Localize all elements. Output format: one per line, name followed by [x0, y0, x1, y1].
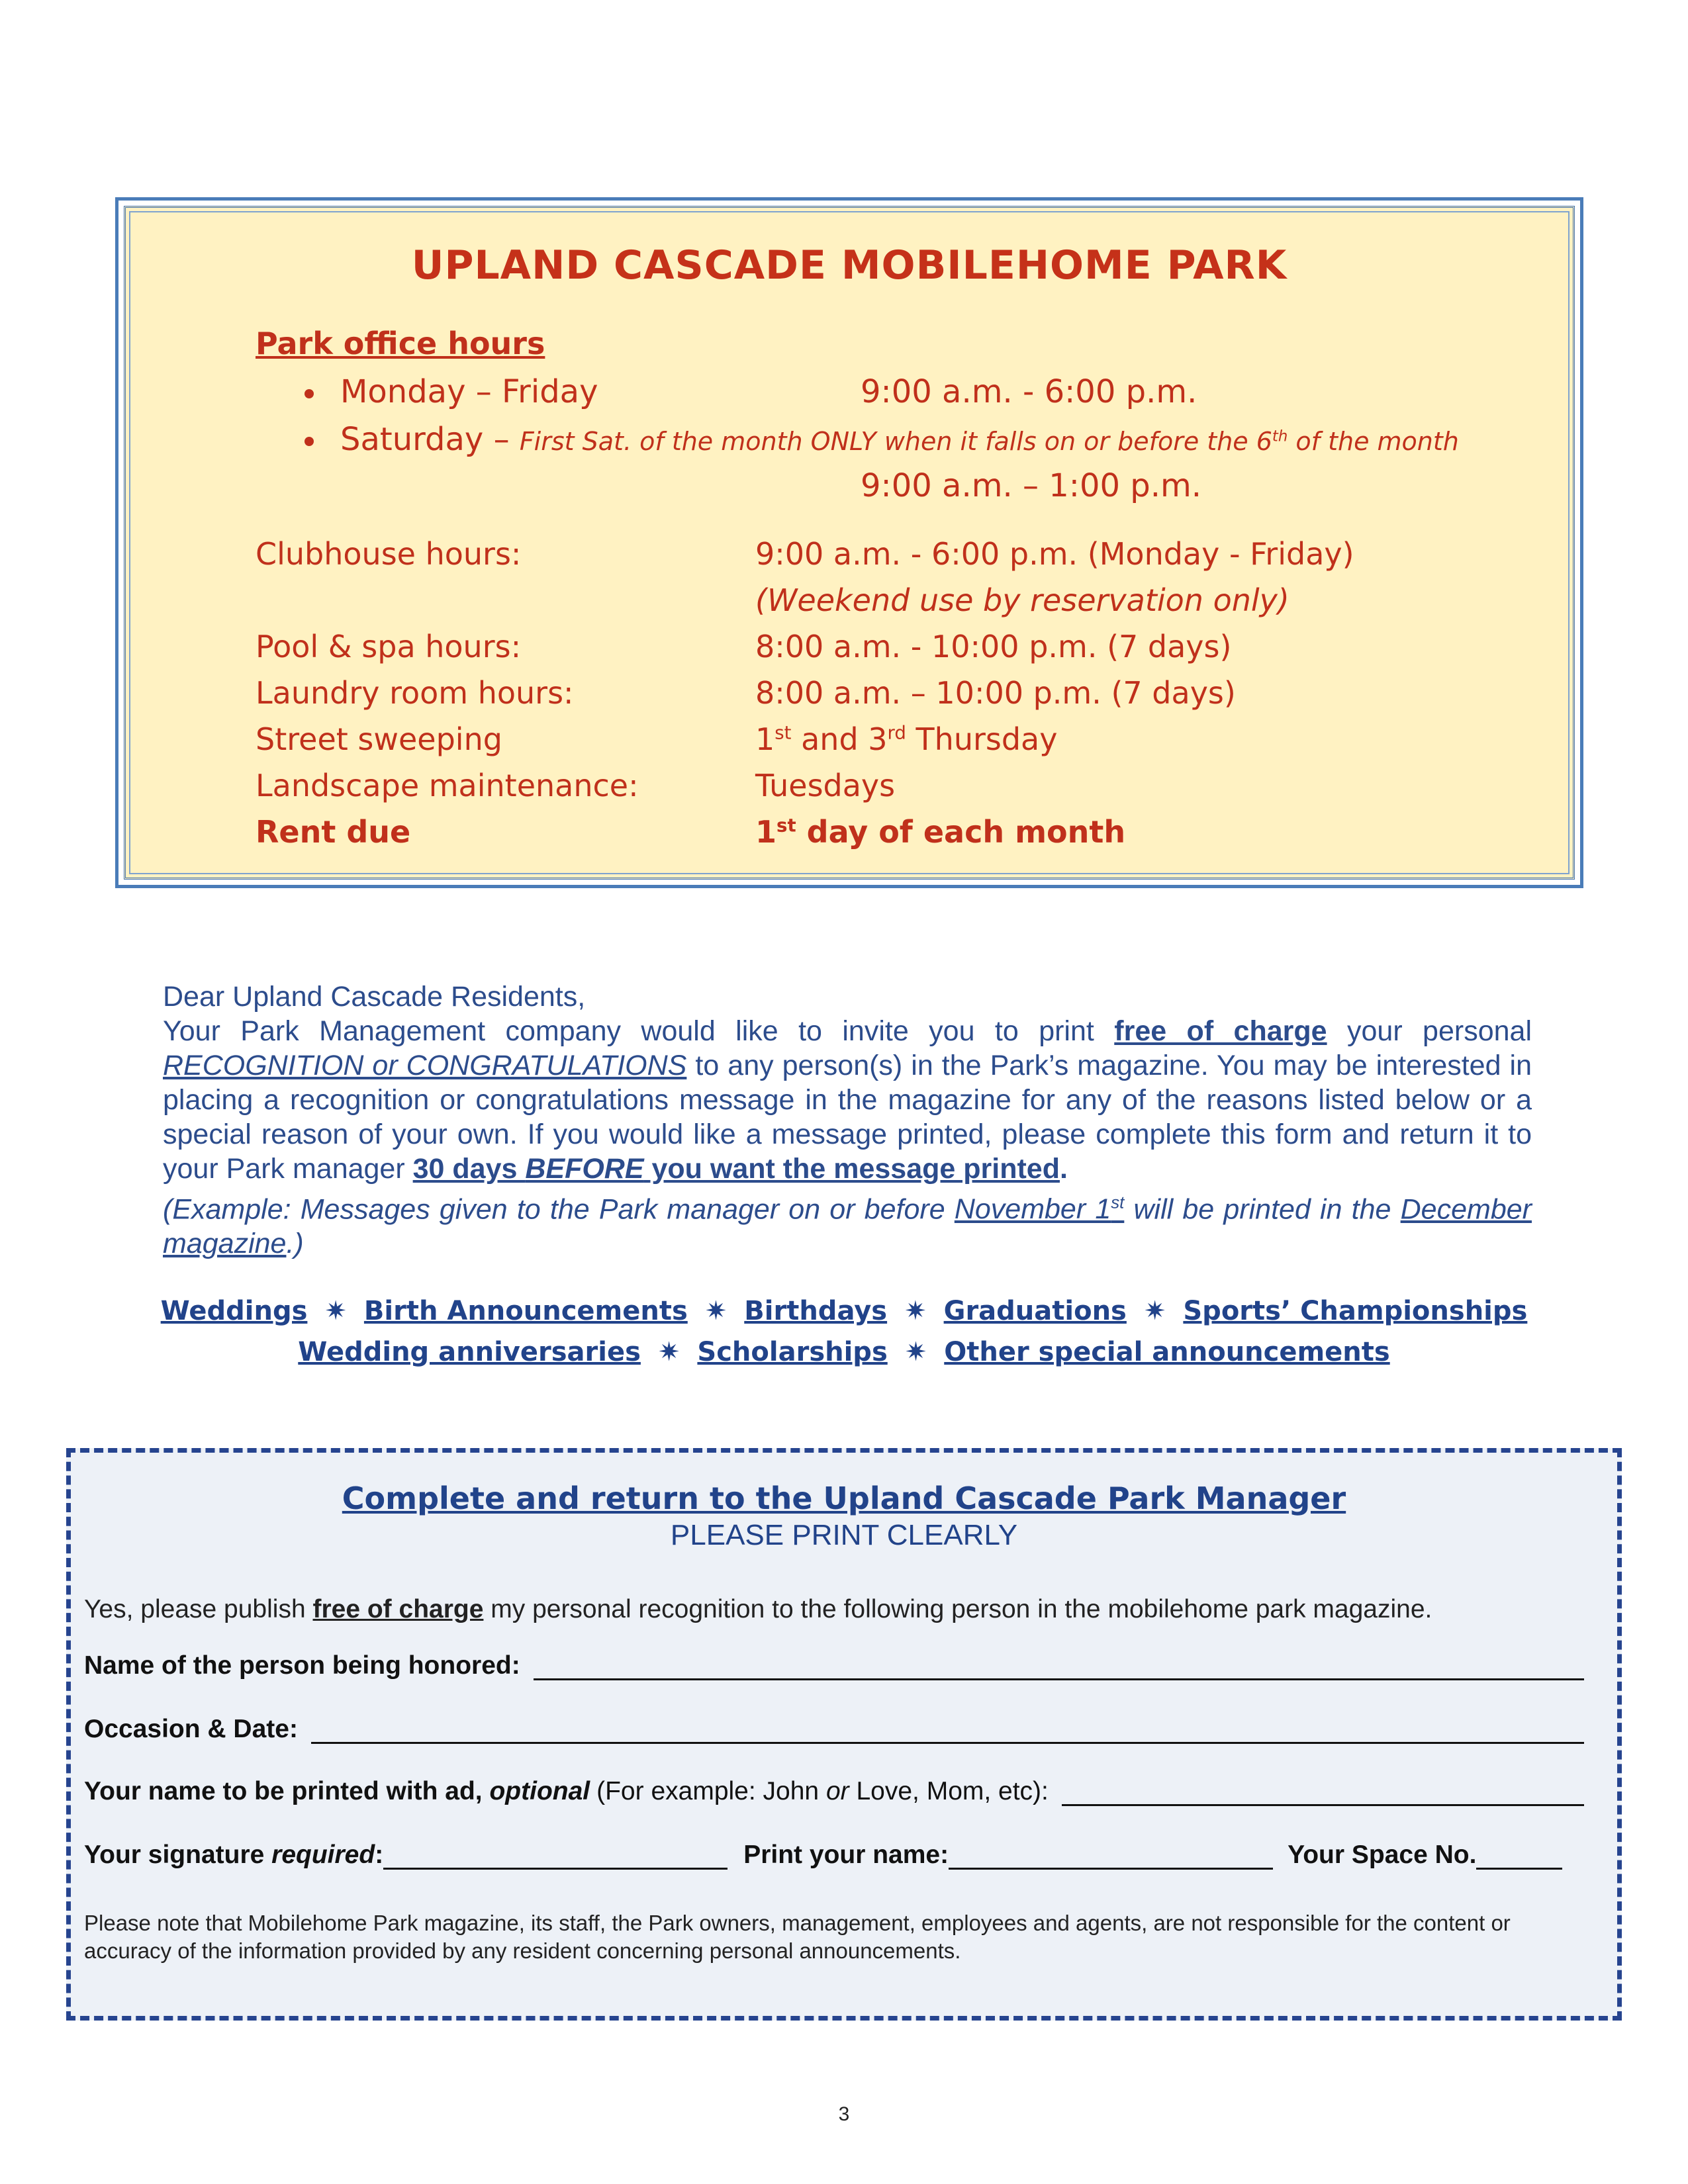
- form-subtitle: PLEASE PRINT CLEARLY: [670, 1519, 1018, 1551]
- space-number-label: Your Space No.: [1288, 1841, 1477, 1869]
- saturday-note: [520, 427, 1459, 456]
- letter-text: to any person(s) in the Park’s magazine. You may be interested in placing a recognition or congratulations message in the magazine for any of the reasons listed below or a special reason of your own. If you would like a message printed, please complete this form and return it to your Park manager: [163, 1050, 1532, 1185]
- laundry-time: 8:00 a.m. – 10:00 p.m. (7 days): [755, 675, 1236, 711]
- office-hours-heading: Park office hours: [256, 326, 545, 361]
- letter-example: [163, 1186, 1532, 1261]
- street-sweeping-value: [755, 721, 1057, 757]
- ordinal-1: 1: [755, 814, 777, 850]
- saturday-label: Saturday –: [340, 421, 510, 458]
- asterisk-icon: ✷: [324, 1296, 347, 1326]
- occasion-date-field: [84, 1715, 1584, 1744]
- asterisk-icon: ✷: [904, 1296, 927, 1326]
- rent-due-value: [755, 814, 1125, 850]
- pool-row: [256, 629, 1231, 664]
- form-intro-text: my personal recognition to the following person in the mobilehome park magazine.: [483, 1595, 1432, 1623]
- park-info-box: [115, 197, 1583, 888]
- signature-input[interactable]: [383, 1841, 727, 1870]
- clubhouse-time: 9:00 a.m. - 6:00 p.m. (Monday - Friday): [755, 536, 1354, 572]
- example-text: will be printed in the: [1124, 1193, 1401, 1226]
- pool-label: Pool & spa hours:: [256, 629, 522, 664]
- asterisk-icon: ✷: [1143, 1296, 1166, 1326]
- free-of-charge-text: free of charge: [1114, 1015, 1327, 1047]
- form-intro: [84, 1595, 1432, 1624]
- honored-name-label: Name of the person being honored:: [84, 1651, 520, 1680]
- deadline-days: 30 days: [412, 1153, 526, 1185]
- clubhouse-note: (Weekend use by reservation only): [755, 582, 1289, 618]
- occasion-item: Sports’ Championships: [1183, 1296, 1528, 1326]
- occasion-item: Other special announcements: [944, 1337, 1390, 1367]
- form-intro-text: Yes, please publish: [84, 1595, 313, 1623]
- asterisk-icon: ✷: [657, 1337, 680, 1367]
- saturday-time: 9:00 a.m. – 1:00 p.m.: [861, 467, 1202, 504]
- asterisk-icon: ✷: [904, 1337, 927, 1367]
- landscape-row: [256, 768, 895, 803]
- weekday-text: Thursday: [906, 721, 1058, 757]
- occasion-item: Weddings: [160, 1296, 308, 1326]
- occasion-item: Birthdays: [744, 1296, 888, 1326]
- printed-name-label-text: Your name to be printed with ad,: [84, 1777, 490, 1805]
- ordinal-3: and 3: [791, 721, 888, 757]
- honored-name-field: [84, 1651, 1584, 1680]
- required-text: required: [271, 1841, 375, 1869]
- example-date: [955, 1193, 1125, 1225]
- ordinal-suffix: st: [1111, 1194, 1125, 1212]
- saturday-note-end: of the month: [1288, 427, 1459, 456]
- recognition-form: [66, 1448, 1622, 2021]
- occasion-date-input[interactable]: [311, 1715, 1584, 1744]
- laundry-row: [256, 675, 1236, 711]
- laundry-label: Laundry room hours:: [256, 675, 574, 711]
- clubhouse-label: Clubhouse hours:: [256, 536, 522, 572]
- space-number-input[interactable]: [1476, 1841, 1562, 1870]
- resident-letter: [163, 979, 1532, 1261]
- print-name-input[interactable]: [949, 1841, 1273, 1870]
- ordinal-1: 1: [755, 721, 775, 757]
- street-sweeping-label: Street sweeping: [256, 721, 502, 757]
- landscape-label: Landscape maintenance:: [256, 768, 639, 803]
- letter-period: .: [1059, 1153, 1068, 1185]
- print-name-label: Print your name:: [743, 1841, 949, 1869]
- printed-name-example: [596, 1777, 1049, 1806]
- letter-body: [163, 1014, 1532, 1186]
- deadline-want: you want the message printed: [643, 1153, 1060, 1185]
- street-sweeping-row: [256, 721, 1057, 757]
- occasion-line-1: [132, 1291, 1556, 1332]
- park-title: UPLAND CASCADE MOBILEHOME PARK: [411, 242, 1288, 289]
- ordinal-suffix: st: [776, 814, 796, 837]
- rent-due-text: day of each month: [796, 814, 1126, 850]
- recognition-text: RECOGNITION or CONGRATULATIONS: [163, 1050, 687, 1081]
- occasion-item: Birth Announcements: [363, 1296, 688, 1326]
- occasion-list: [132, 1291, 1556, 1373]
- asterisk-icon: ✷: [704, 1296, 727, 1326]
- example-magazine: December magazine: [163, 1193, 1532, 1260]
- saturday-note-text: First Sat. of the month ONLY when it falls on or before the 6: [519, 427, 1272, 456]
- occasion-item: Wedding anniversaries: [298, 1337, 641, 1367]
- clubhouse-row: [256, 536, 1354, 572]
- occasion-item: Graduations: [943, 1296, 1127, 1326]
- optional-text: optional: [489, 1777, 590, 1805]
- landscape-value: Tuesdays: [755, 768, 896, 803]
- letter-text: Your Park Management company would like to invite you to print: [163, 1015, 1115, 1047]
- signature-colon: :: [375, 1841, 384, 1869]
- deadline-before: BEFORE: [525, 1153, 644, 1185]
- bullet-icon: [305, 389, 314, 398]
- weekday-time: 9:00 a.m. - 6:00 p.m.: [861, 373, 1197, 410]
- example-text: Love, Mom, etc):: [849, 1777, 1049, 1805]
- ordinal-suffix: st: [774, 721, 792, 744]
- bullet-icon: [305, 437, 314, 446]
- occasion-item: Scholarships: [697, 1337, 888, 1367]
- printed-name-field: [84, 1777, 1584, 1806]
- example-text: (Example: Messages given to the Park manager on or before: [163, 1193, 955, 1226]
- form-title: Complete and return to the Upland Cascade Park Manager: [342, 1480, 1346, 1516]
- example-or: or: [825, 1777, 849, 1805]
- ordinal-suffix: rd: [887, 721, 906, 744]
- weekday-label: Monday – Friday: [340, 373, 598, 410]
- printed-name-label: [84, 1777, 590, 1806]
- occasion-line-2: [132, 1332, 1556, 1373]
- occasion-date-label: Occasion & Date:: [84, 1715, 298, 1743]
- example-text: (For example: John: [596, 1777, 826, 1805]
- free-of-charge-text: free of charge: [312, 1595, 484, 1623]
- rent-due-label: Rent due: [256, 814, 411, 850]
- signature-label: [84, 1841, 383, 1870]
- honored-name-input[interactable]: [534, 1652, 1584, 1680]
- printed-name-input[interactable]: [1062, 1778, 1584, 1806]
- signature-row: [84, 1841, 1597, 1870]
- ordinal-suffix: th: [1272, 428, 1288, 445]
- example-text: .): [286, 1228, 304, 1260]
- pool-time: 8:00 a.m. - 10:00 p.m. (7 days): [755, 629, 1232, 664]
- signature-label-text: Your signature: [84, 1841, 272, 1869]
- letter-greeting: Dear Upland Cascade Residents,: [163, 981, 586, 1013]
- liability-notice: Please note that Mobilehome Park magazine, its staff, the Park owners, management, employees and agents, are not responsible for the content or accuracy of the information provided by any resident concerning personal announcements.: [84, 1911, 1511, 1963]
- park-info-panel: [124, 206, 1575, 880]
- rent-due-row: [256, 814, 1125, 850]
- example-date-text: November 1: [954, 1193, 1111, 1226]
- page-number: 3: [838, 2103, 850, 2125]
- saturday-hours-item: [305, 421, 1459, 458]
- letter-text: your personal: [1327, 1015, 1532, 1047]
- weekday-hours-item: [305, 373, 598, 410]
- deadline-text: [413, 1153, 1060, 1185]
